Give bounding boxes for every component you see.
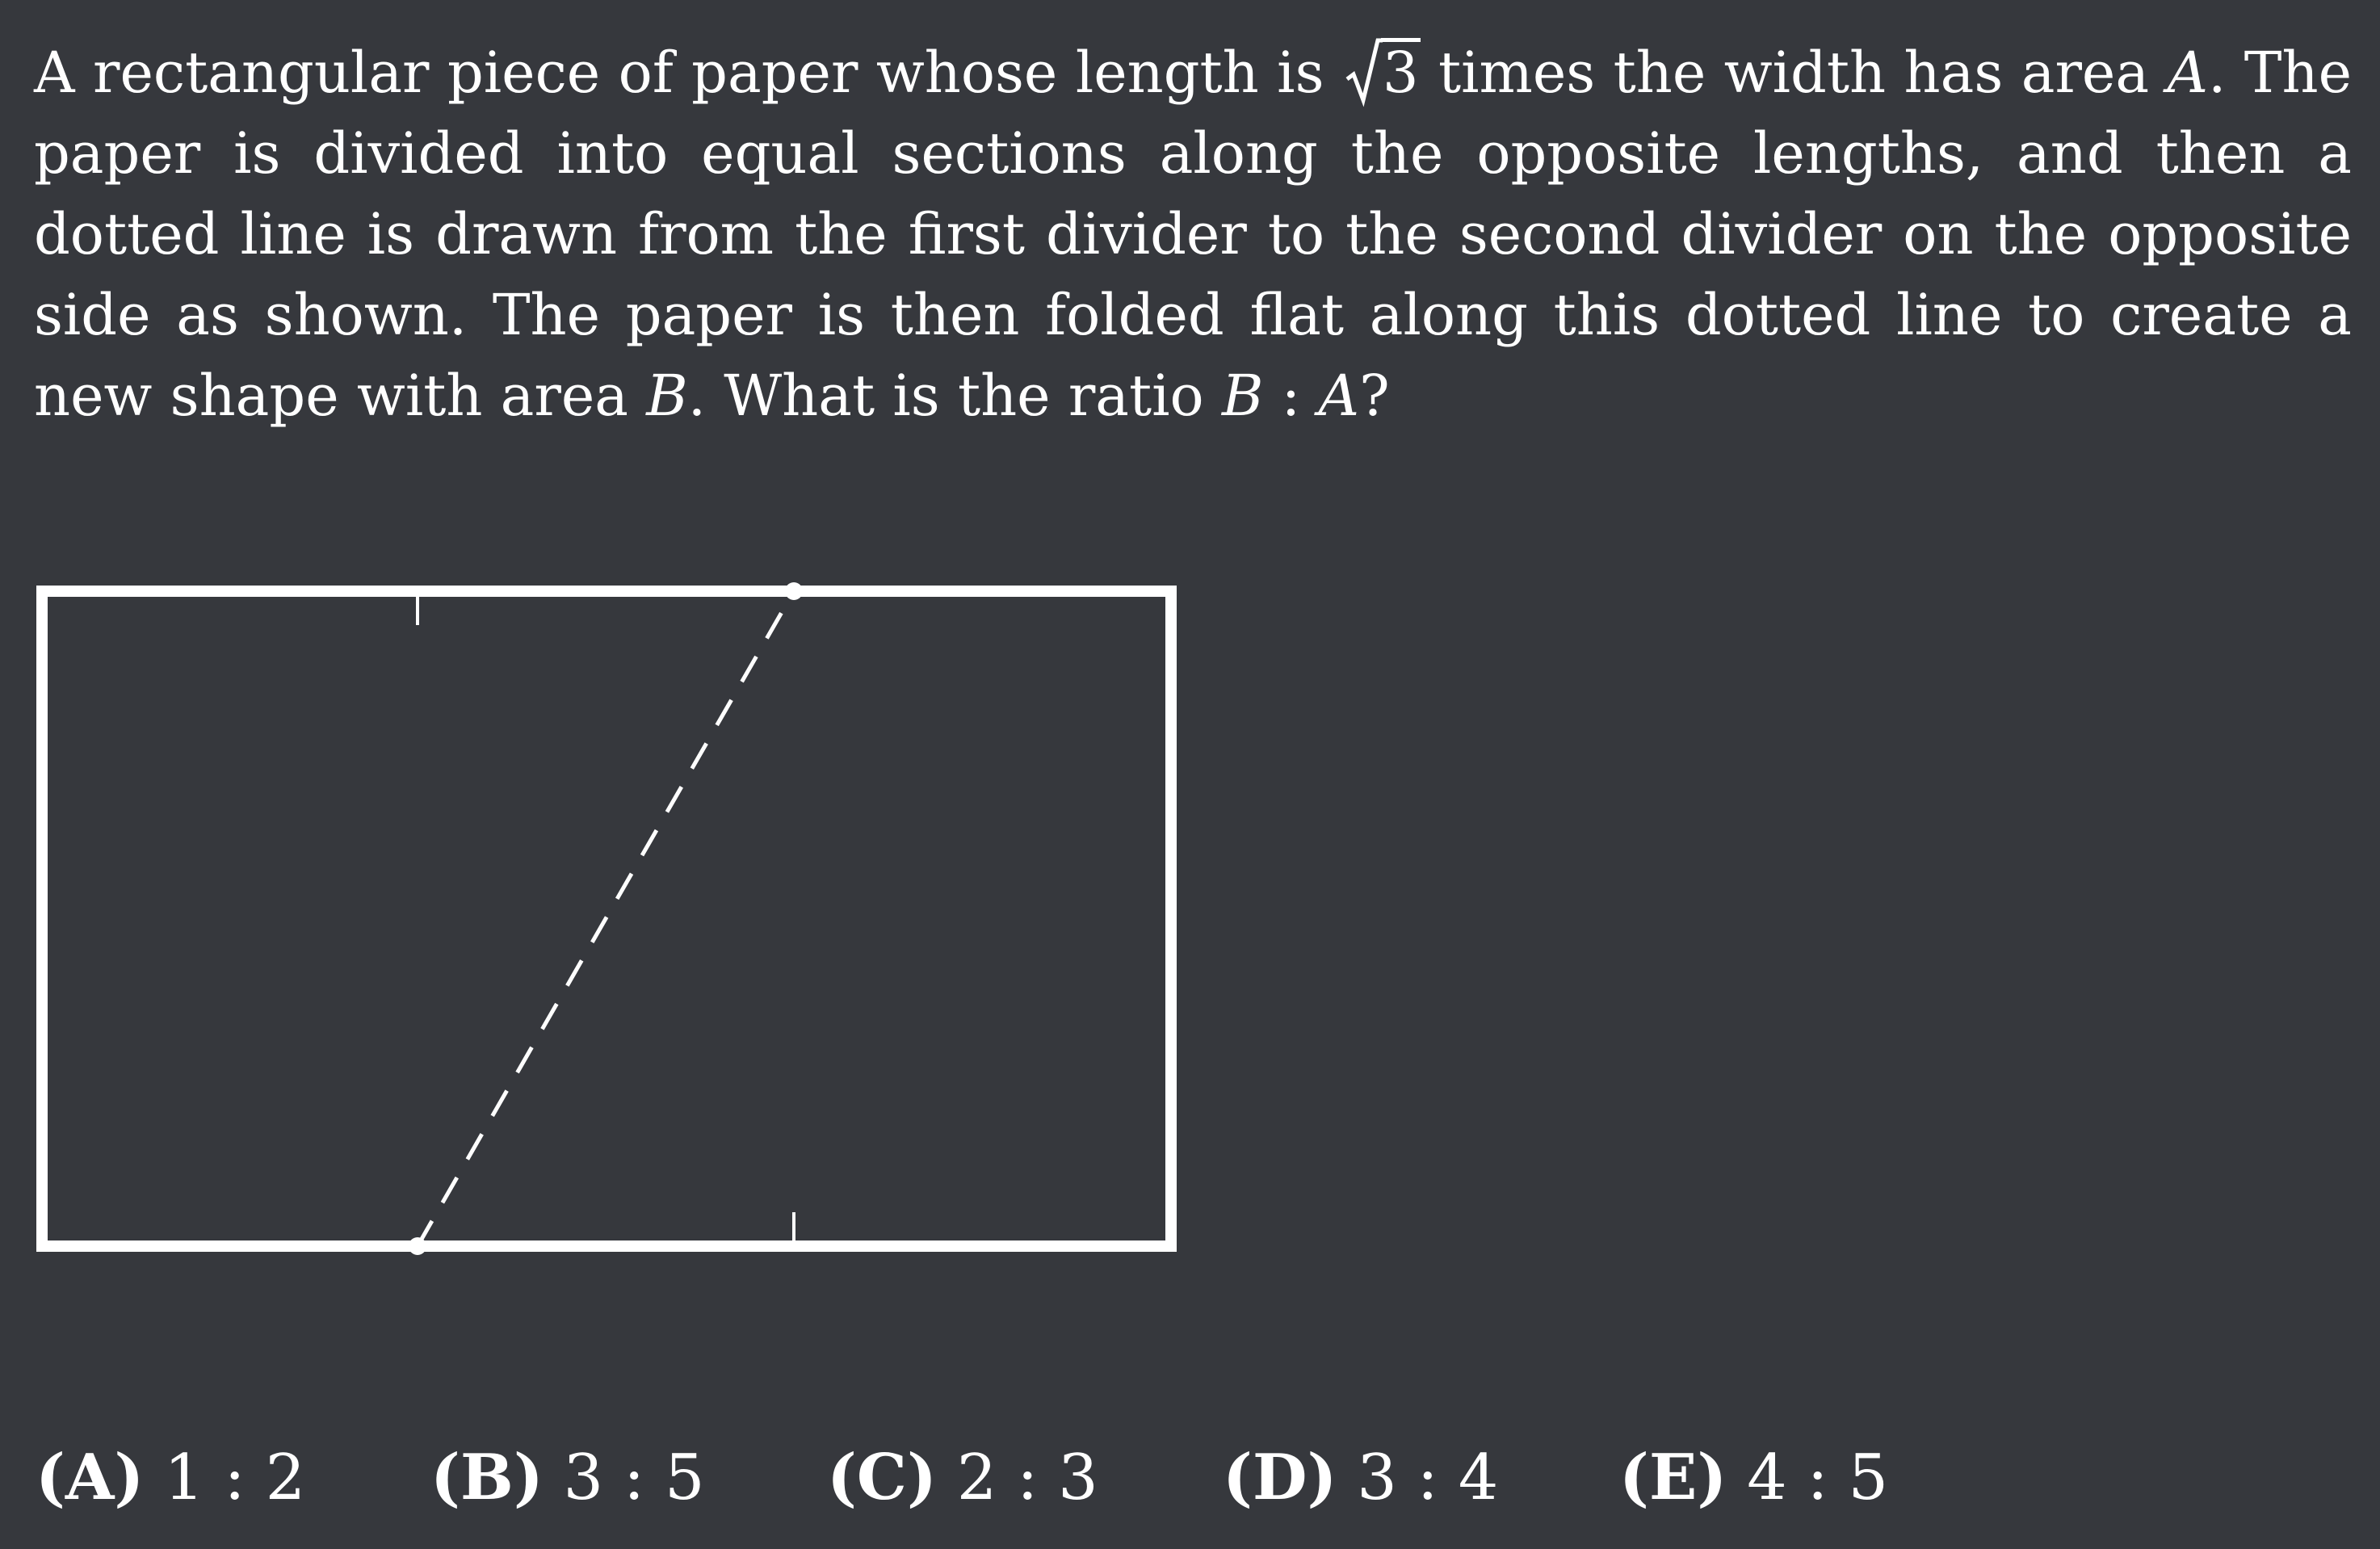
variable-b: B <box>646 363 688 429</box>
choice-c-value: 2 : 3 <box>956 1442 1098 1514</box>
ratio-colon: : <box>1263 363 1319 429</box>
problem-text-4: The paper is divided into equal sections along the opposite lengths, and then a dotted line is drawn from the first divider to the second divider on the opposite side as shown. The paper is then folded flat along this dotted line to create a new shape with area <box>34 40 2352 429</box>
problem-statement <box>34 32 2352 436</box>
choice-a[interactable] <box>36 1434 305 1522</box>
sqrt-three <box>1345 32 1421 113</box>
problem-text-1: A rectangular piece of paper whose length is <box>34 40 1342 106</box>
choice-e-value: 4 : 5 <box>1747 1442 1889 1514</box>
choice-b-letter: (B) <box>430 1441 544 1514</box>
problem-text-3: . <box>2208 40 2227 106</box>
fold-line-bottom-endpoint <box>409 1237 426 1255</box>
choice-d[interactable] <box>1223 1434 1498 1522</box>
variable-a: A <box>2167 40 2209 106</box>
problem-text-5: . What is the ratio <box>687 363 1222 429</box>
problem-text-6: ? <box>1359 363 1390 429</box>
paper-rectangle <box>42 591 1171 1246</box>
radical-sign <box>1345 37 1381 105</box>
sqrt-radicand: 3 <box>1382 40 1419 106</box>
ratio-b: B <box>1221 363 1264 429</box>
choice-b-value: 3 : 5 <box>563 1442 705 1514</box>
ratio-a: A <box>1318 363 1360 429</box>
choice-a-letter: (A) <box>36 1441 145 1514</box>
fold-line-top-endpoint <box>785 582 803 600</box>
choice-e[interactable] <box>1619 1434 1888 1522</box>
choice-e-letter: (E) <box>1619 1441 1727 1514</box>
choice-d-value: 3 : 4 <box>1357 1442 1499 1514</box>
fold-line <box>418 591 794 1246</box>
choice-a-value: 1 : 2 <box>164 1442 306 1514</box>
choice-c[interactable] <box>827 1434 1098 1522</box>
choice-c-letter: (C) <box>827 1441 937 1514</box>
choice-b[interactable] <box>430 1434 705 1522</box>
choice-d-letter: (D) <box>1223 1441 1337 1514</box>
problem-text-2: times the width has area <box>1420 40 2168 106</box>
